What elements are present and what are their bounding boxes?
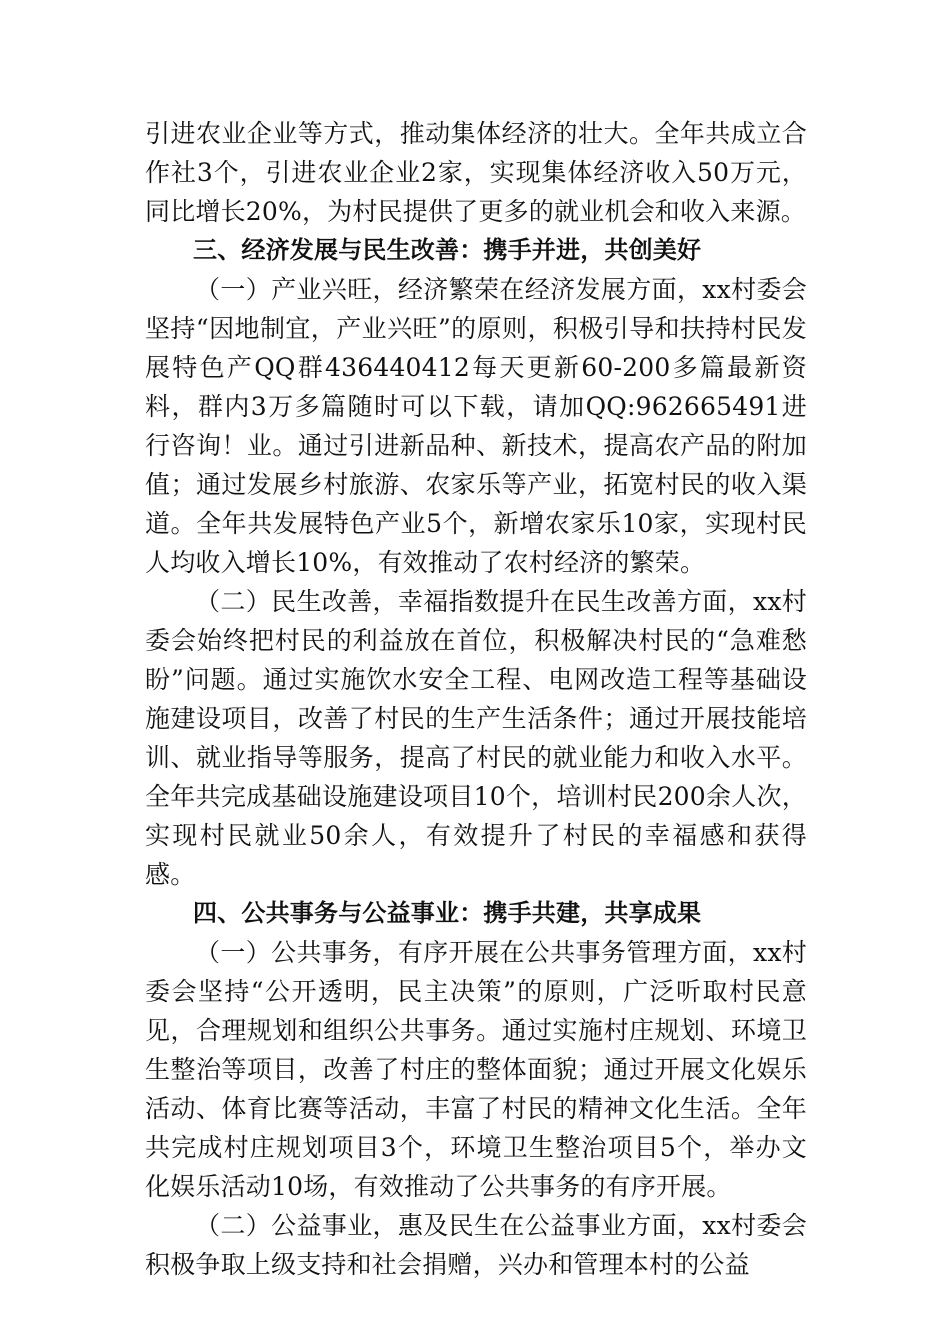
section-heading-economy: 三、经济发展与民生改善：携手并进，共创美好 — [193, 236, 702, 264]
paragraph-livelihood: （二）民生改善，幸福指数提升在民生改善方面，xx村委会始终把村民的利益放在首位，积极解决村民的“急难愁盼”问题。通过实施饮水安全工程、电网改造工程等基础设施建设项目，改善了村民的生产生活条件；通过开展技能培训、就业指导等服务，提高了村民的就业能力和收入水平。全年共完成基础设施建设项目10个，培训村民200余人次，实现村民就业50余人，有效提升了村民的幸福感和获得感。 — [145, 587, 807, 889]
paragraph-public-welfare: （二）公益事业，惠及民生在公益事业方面，xx村委会积极争取上级支持和社会捐赠，兴办和管理本村的公益 — [145, 1211, 807, 1279]
document-page — [145, 114, 807, 1284]
paragraph-industry: （一）产业兴旺，经济繁荣在经济发展方面，xx村委会坚持“因地制宜，产业兴旺”的原则，积极引导和扶持村民发展特色产QQ群436440412每天更新60-200多篇最新资料，群内3万多篇随时可以下载，请加QQ:962665491进行咨询！业。通过引进新品种、新技术，提高农产品的附加值；通过发展乡村旅游、农家乐等产业，拓宽村民的收入渠道。全年共发展特色产业5个，新增农家乐10家，实现村民人均收入增长10%，有效推动了农村经济的繁荣。 — [145, 275, 807, 577]
paragraph-collective-economy: 引进农业企业等方式，推动集体经济的壮大。全年共成立合作社3个，引进农业企业2家，实现集体经济收入50万元，同比增长20%，为村民提供了更多的就业机会和收入来源。 — [145, 119, 807, 226]
paragraph-public-affairs: （一）公共事务，有序开展在公共事务管理方面，xx村委会坚持“公开透明，民主决策”的原则，广泛听取村民意见，合理规划和组织公共事务。通过实施村庄规划、环境卫生整治等项目，改善了村庄的整体面貌；通过开展文化娱乐活动、体育比赛等活动，丰富了村民的精神文化生活。全年共完成村庄规划项目3个，环境卫生整治项目5个，举办文化娱乐活动10场，有效推动了公共事务的有序开展。 — [145, 938, 807, 1201]
section-heading-public-affairs: 四、公共事务与公益事业：携手共建，共享成果 — [193, 899, 702, 927]
